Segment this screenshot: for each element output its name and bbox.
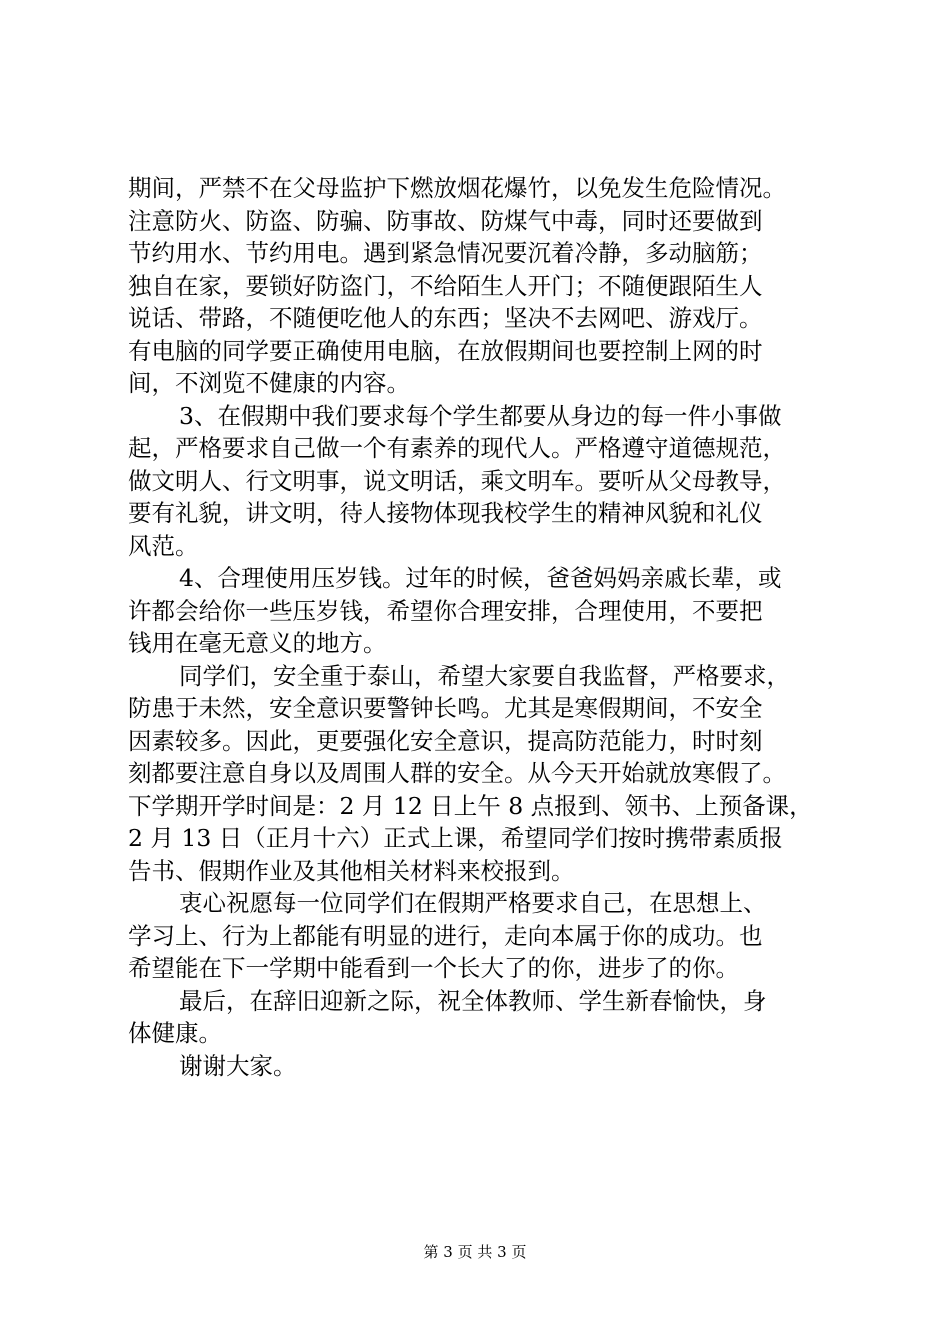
text-line: 刻都要注意自身以及周围人群的安全。从今天开始就放寒假了。	[128, 759, 786, 787]
page-number: 第 3 页 共 3 页	[423, 1243, 527, 1261]
text-line: 告书、假期作业及其他相关材料来校报到。	[128, 856, 575, 885]
page-footer	[0, 1242, 950, 1262]
text-line: 独自在家，要锁好防盗门，不给陌生人开门；不随便跟陌生人	[128, 271, 763, 300]
text-line: 钱用在毫无意义的地方。	[128, 629, 387, 657]
text-line: 起，严格要求自己做一个有素养的现代人。严格遵守道德规范，	[128, 434, 786, 462]
text-line: 注意防火、防盗、防骗、防事故、防煤气中毒，同时还要做到	[128, 206, 763, 235]
text-line: 谢谢大家。	[179, 1051, 297, 1080]
text-line: 防患于未然，安全意识要警钟长鸣。尤其是寒假期间，不安全	[128, 694, 763, 722]
text-line: 最后，在辞旧迎新之际，祝全体教师、学生新春愉快，身	[179, 986, 767, 1015]
text-line: 说话、带路，不随便吃他人的东西；坚决不去网吧、游戏厅。	[128, 304, 763, 332]
text-line: 风范。	[128, 531, 199, 560]
text-line: 要有礼貌，讲文明，待人接物体现我校学生的精神风貌和礼仪	[128, 499, 763, 527]
text-line: 同学们，安全重于泰山，希望大家要自我监督，严格要求，	[179, 661, 790, 690]
text-line: 衷心祝愿每一位同学们在假期严格要求自己，在思想上、	[179, 889, 767, 917]
text-line: 下学期开学时间是：2 月 12 日上午 8 点报到、领书、上预备课，	[128, 791, 813, 820]
text-line: 许都会给你一些压岁钱，希望你合理安排，合理使用，不要把	[128, 596, 763, 625]
text-line: 做文明人、行文明事，说文明话，乘文明车。要听从父母教导，	[128, 466, 786, 495]
text-line: 因素较多。因此，更要强化安全意识，提高防范能力，时时刻	[128, 726, 763, 755]
document-body	[128, 172, 848, 1082]
text-line: 体健康。	[128, 1019, 222, 1047]
text-line: 节约用水、节约用电。遇到紧急情况要沉着冷静，多动脑筋；	[128, 239, 763, 267]
text-line: 间，不浏览不健康的内容。	[128, 369, 410, 397]
text-line: 2 月 13 日（正月十六）正式上课，希望同学们按时携带素质报	[128, 824, 783, 852]
text-line: 4、合理使用压岁钱。过年的时候，爸爸妈妈亲戚长辈，或	[179, 564, 782, 592]
text-line: 有电脑的同学要正确使用电脑，在放假期间也要控制上网的时	[128, 336, 763, 365]
text-line: 学习上、行为上都能有明显的进行，走向本属于你的成功。也	[128, 921, 763, 950]
text-line: 期间，严禁不在父母监护下燃放烟花爆竹，以免发生危险情况。	[128, 174, 786, 202]
text-line: 3、在假期中我们要求每个学生都要从身边的每一件小事做	[179, 401, 782, 430]
text-line: 希望能在下一学期中能看到一个长大了的你，进步了的你。	[128, 954, 739, 982]
